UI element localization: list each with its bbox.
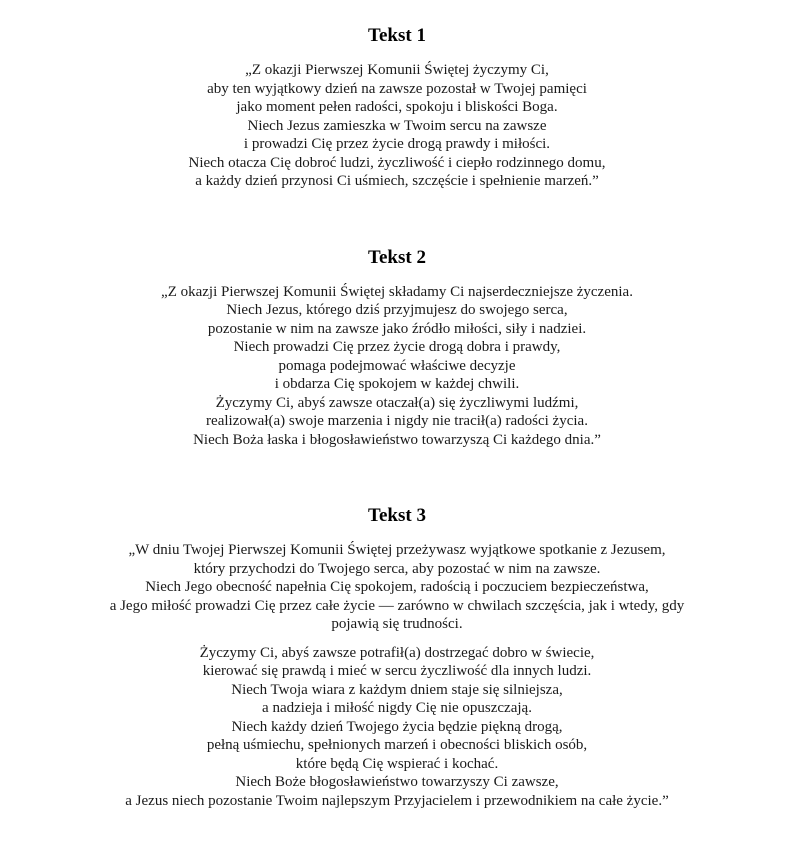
text-line: „Z okazji Pierwszej Komunii Świętej składamy Ci najserdeczniejsze życzenia. <box>161 283 633 300</box>
section-paragraph <box>40 61 754 191</box>
text-line: który przychodzi do Twojego serca, aby pozostać w nim na zawsze. <box>193 560 601 577</box>
text-line: a Jezus niech pozostanie Twoim najlepszym Przyjacielem i przewodnikiem na całe życie.” <box>125 792 669 809</box>
text-line: a każdy dzień przynosi Ci uśmiech, szczęście i spełnienie marzeń.” <box>195 173 599 189</box>
text-line: Niech każdy dzień Twojego życia będzie piękną drogą, <box>231 718 563 735</box>
sections-container <box>40 25 754 810</box>
text-line: kierować się prawdą i mieć w sercu życzliwość dla innych ludzi. <box>202 663 592 679</box>
text-line: aby ten wyjątkowy dzień na zawsze pozostał w Twojej pamięci <box>207 80 587 97</box>
text-line: „W dniu Twojej Pierwszej Komunii Świętej przeżywasz wyjątkowe spotkanie z Jezusem, <box>128 542 666 558</box>
text-line: Niech Boża łaska i błogosławieństwo towarzyszą Ci każdego dnia.” <box>193 431 601 448</box>
section-paragraph <box>40 283 754 450</box>
text-line: „Z okazji Pierwszej Komunii Świętej życzymy Ci, <box>245 62 549 78</box>
text-line: Niech Twoja wiara z każdym dniem staje się silniejsza, <box>231 681 563 698</box>
text-line: które będą Cię wspierać i kochać. <box>295 755 499 772</box>
text-line: Niech otacza Cię dobroć ludzi, życzliwość i ciepło rodzinnego domu, <box>188 154 606 171</box>
text-section-1 <box>40 25 754 191</box>
text-line: Niech Boże błogosławieństwo towarzyszy Ci zawsze, <box>235 774 559 790</box>
text-line: i obdarza Cię spokojem w każdej chwili. <box>274 376 520 392</box>
text-line: Życzymy Ci, abyś zawsze potrafił(a) dostrzegać dobro w świecie, <box>199 644 595 661</box>
text-line: Niech prowadzi Cię przez życie drogą dobra i prawdy, <box>233 339 561 355</box>
text-line: a Jego miłość prowadzi Cię przez całe życie — zarówno w chwilach szczęścia, jak i wtedy, gdy <box>109 597 685 614</box>
text-line: Niech Jezus, którego dziś przyjmujesz do swojego serca, <box>226 302 568 318</box>
text-line: pomaga podejmować właściwe decyzje <box>278 357 516 374</box>
section-title: Tekst 2 <box>368 246 426 268</box>
text-line: pojawią się trudności. <box>331 616 463 632</box>
section-paragraph <box>40 541 754 634</box>
text-section-3 <box>40 505 754 810</box>
text-line: pełną uśmiechu, spełnionych marzeń i obecności bliskich osób, <box>206 737 588 753</box>
section-title: Tekst 1 <box>368 25 426 46</box>
text-line: Niech Jego obecność napełnia Cię spokojem, radością i poczuciem bezpieczeństwa, <box>145 579 649 595</box>
text-line: realizował(a) swoje marzenia i nigdy nie tracił(a) radości życia. <box>206 413 588 429</box>
section-paragraph <box>40 644 754 811</box>
text-line: Życzymy Ci, abyś zawsze otaczał(a) się życzliwymi ludźmi, <box>215 394 579 411</box>
text-line: Niech Jezus zamieszka w Twoim sercu na zawsze <box>247 117 547 134</box>
text-line: jako moment pełen radości, spokoju i bliskości Boga. <box>236 99 558 115</box>
text-line: a nadzieja i miłość nigdy Cię nie opuszczają. <box>262 700 532 716</box>
text-line: i prowadzi Cię przez życie drogą prawdy i miłości. <box>243 136 551 152</box>
section-title: Tekst 3 <box>368 505 426 526</box>
text-line: pozostanie w nim na zawsze jako źródło miłości, siły i nadziei. <box>207 320 587 337</box>
text-section-2 <box>40 247 754 450</box>
